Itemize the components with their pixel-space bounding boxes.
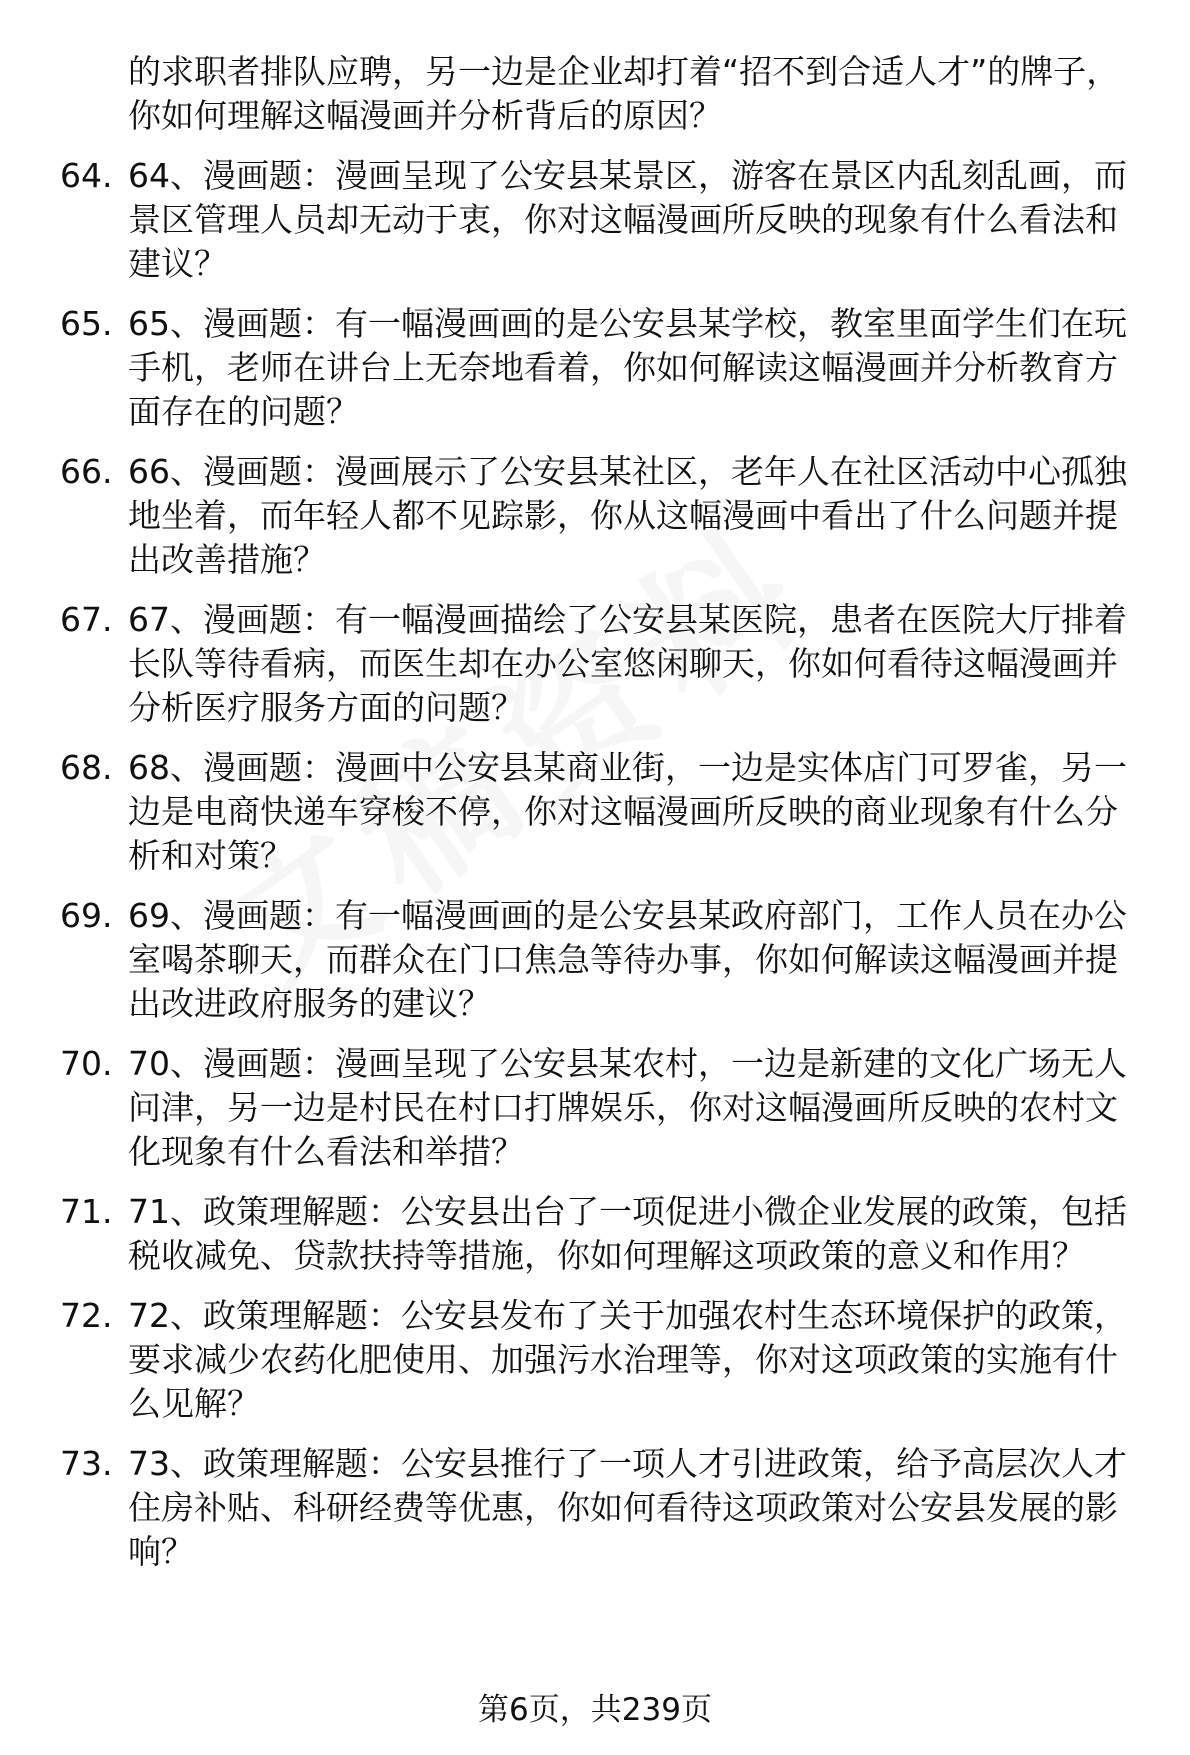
- question-item: [60, 598, 1140, 730]
- question-number: 64.: [60, 156, 113, 195]
- question-item: [60, 154, 1140, 286]
- question-number: 68.: [60, 748, 113, 787]
- question-number: 66.: [60, 452, 113, 491]
- question-text: 71、政策理解题：公安县出台了一项促进小微企业发展的政策，包括税收减免、贷款扶持等措施，你如何理解这项政策的意义和作用？: [128, 1192, 1127, 1275]
- question-text: 72、政策理解题：公安县发布了关于加强农村生态环境保护的政策，要求减少农药化肥使用、加强污水治理等，你对这项政策的实施有什么见解？: [128, 1296, 1127, 1423]
- question-number: 73.: [60, 1444, 113, 1483]
- page-number-footer: 第6页，共239页: [478, 1692, 712, 1728]
- question-number: 70.: [60, 1044, 113, 1083]
- question-item: [60, 894, 1140, 1026]
- question-item: [60, 746, 1140, 878]
- question-text: 73、政策理解题：公安县推行了一项人才引进政策，给予高层次人才住房补贴、科研经费等优惠，你如何看待这项政策对公安县发展的影响？: [128, 1444, 1127, 1571]
- question-text: 70、漫画题：漫画呈现了公安县某农村，一边是新建的文化广场无人问津，另一边是村民在村口打牌娱乐，你对这幅漫画所反映的农村文化现象有什么看法和举措？: [128, 1044, 1127, 1171]
- question-text: 66、漫画题：漫画展示了公安县某社区，老年人在社区活动中心孤独地坐着，而年轻人都不见踪影，你从这幅漫画中看出了什么问题并提出改善措施？: [128, 452, 1127, 579]
- question-item: [60, 1190, 1140, 1278]
- question-number: 71.: [60, 1192, 113, 1231]
- question-text: 69、漫画题：有一幅漫画画的是公安县某政府部门，工作人员在办公室喝茶聊天，而群众在门口焦急等待办事，你如何解读这幅漫画并提出改进政府服务的建议？: [128, 896, 1127, 1023]
- question-text: 68、漫画题：漫画中公安县某商业街，一边是实体店门可罗雀，另一边是电商快递车穿梭不停，你对这幅漫画所反映的商业现象有什么分析和对策？: [128, 748, 1127, 875]
- question-number: 67.: [60, 600, 113, 639]
- question-number: 72.: [60, 1296, 113, 1335]
- question-item: [60, 1042, 1140, 1174]
- question-item: [60, 302, 1140, 434]
- question-item: [60, 1294, 1140, 1426]
- question-content: [60, 50, 1140, 1590]
- question-number: 69.: [60, 896, 113, 935]
- question-list: [60, 154, 1140, 1574]
- question-item: [60, 1442, 1140, 1574]
- question-text: 65、漫画题：有一幅漫画画的是公安县某学校，教室里面学生们在玩手机，老师在讲台上无奈地看着，你如何解读这幅漫画并分析教育方面存在的问题？: [128, 304, 1127, 431]
- question-item: [60, 450, 1140, 582]
- continued-question-text: 的求职者排队应聘，另一边是企业却打着“招不到合适人才”的牌子，你如何理解这幅漫画并分析背后的原因？: [128, 52, 1120, 135]
- question-text: 64、漫画题：漫画呈现了公安县某景区，游客在景区内乱刻乱画，而景区管理人员却无动于衷，你对这幅漫画所反映的现象有什么看法和建议？: [128, 156, 1127, 283]
- question-text: 67、漫画题：有一幅漫画描绘了公安县某医院，患者在医院大厅排着长队等待看病，而医生却在办公室悠闲聊天，你如何看待这幅漫画并分析医疗服务方面的问题？: [128, 600, 1127, 727]
- question-number: 65.: [60, 304, 113, 343]
